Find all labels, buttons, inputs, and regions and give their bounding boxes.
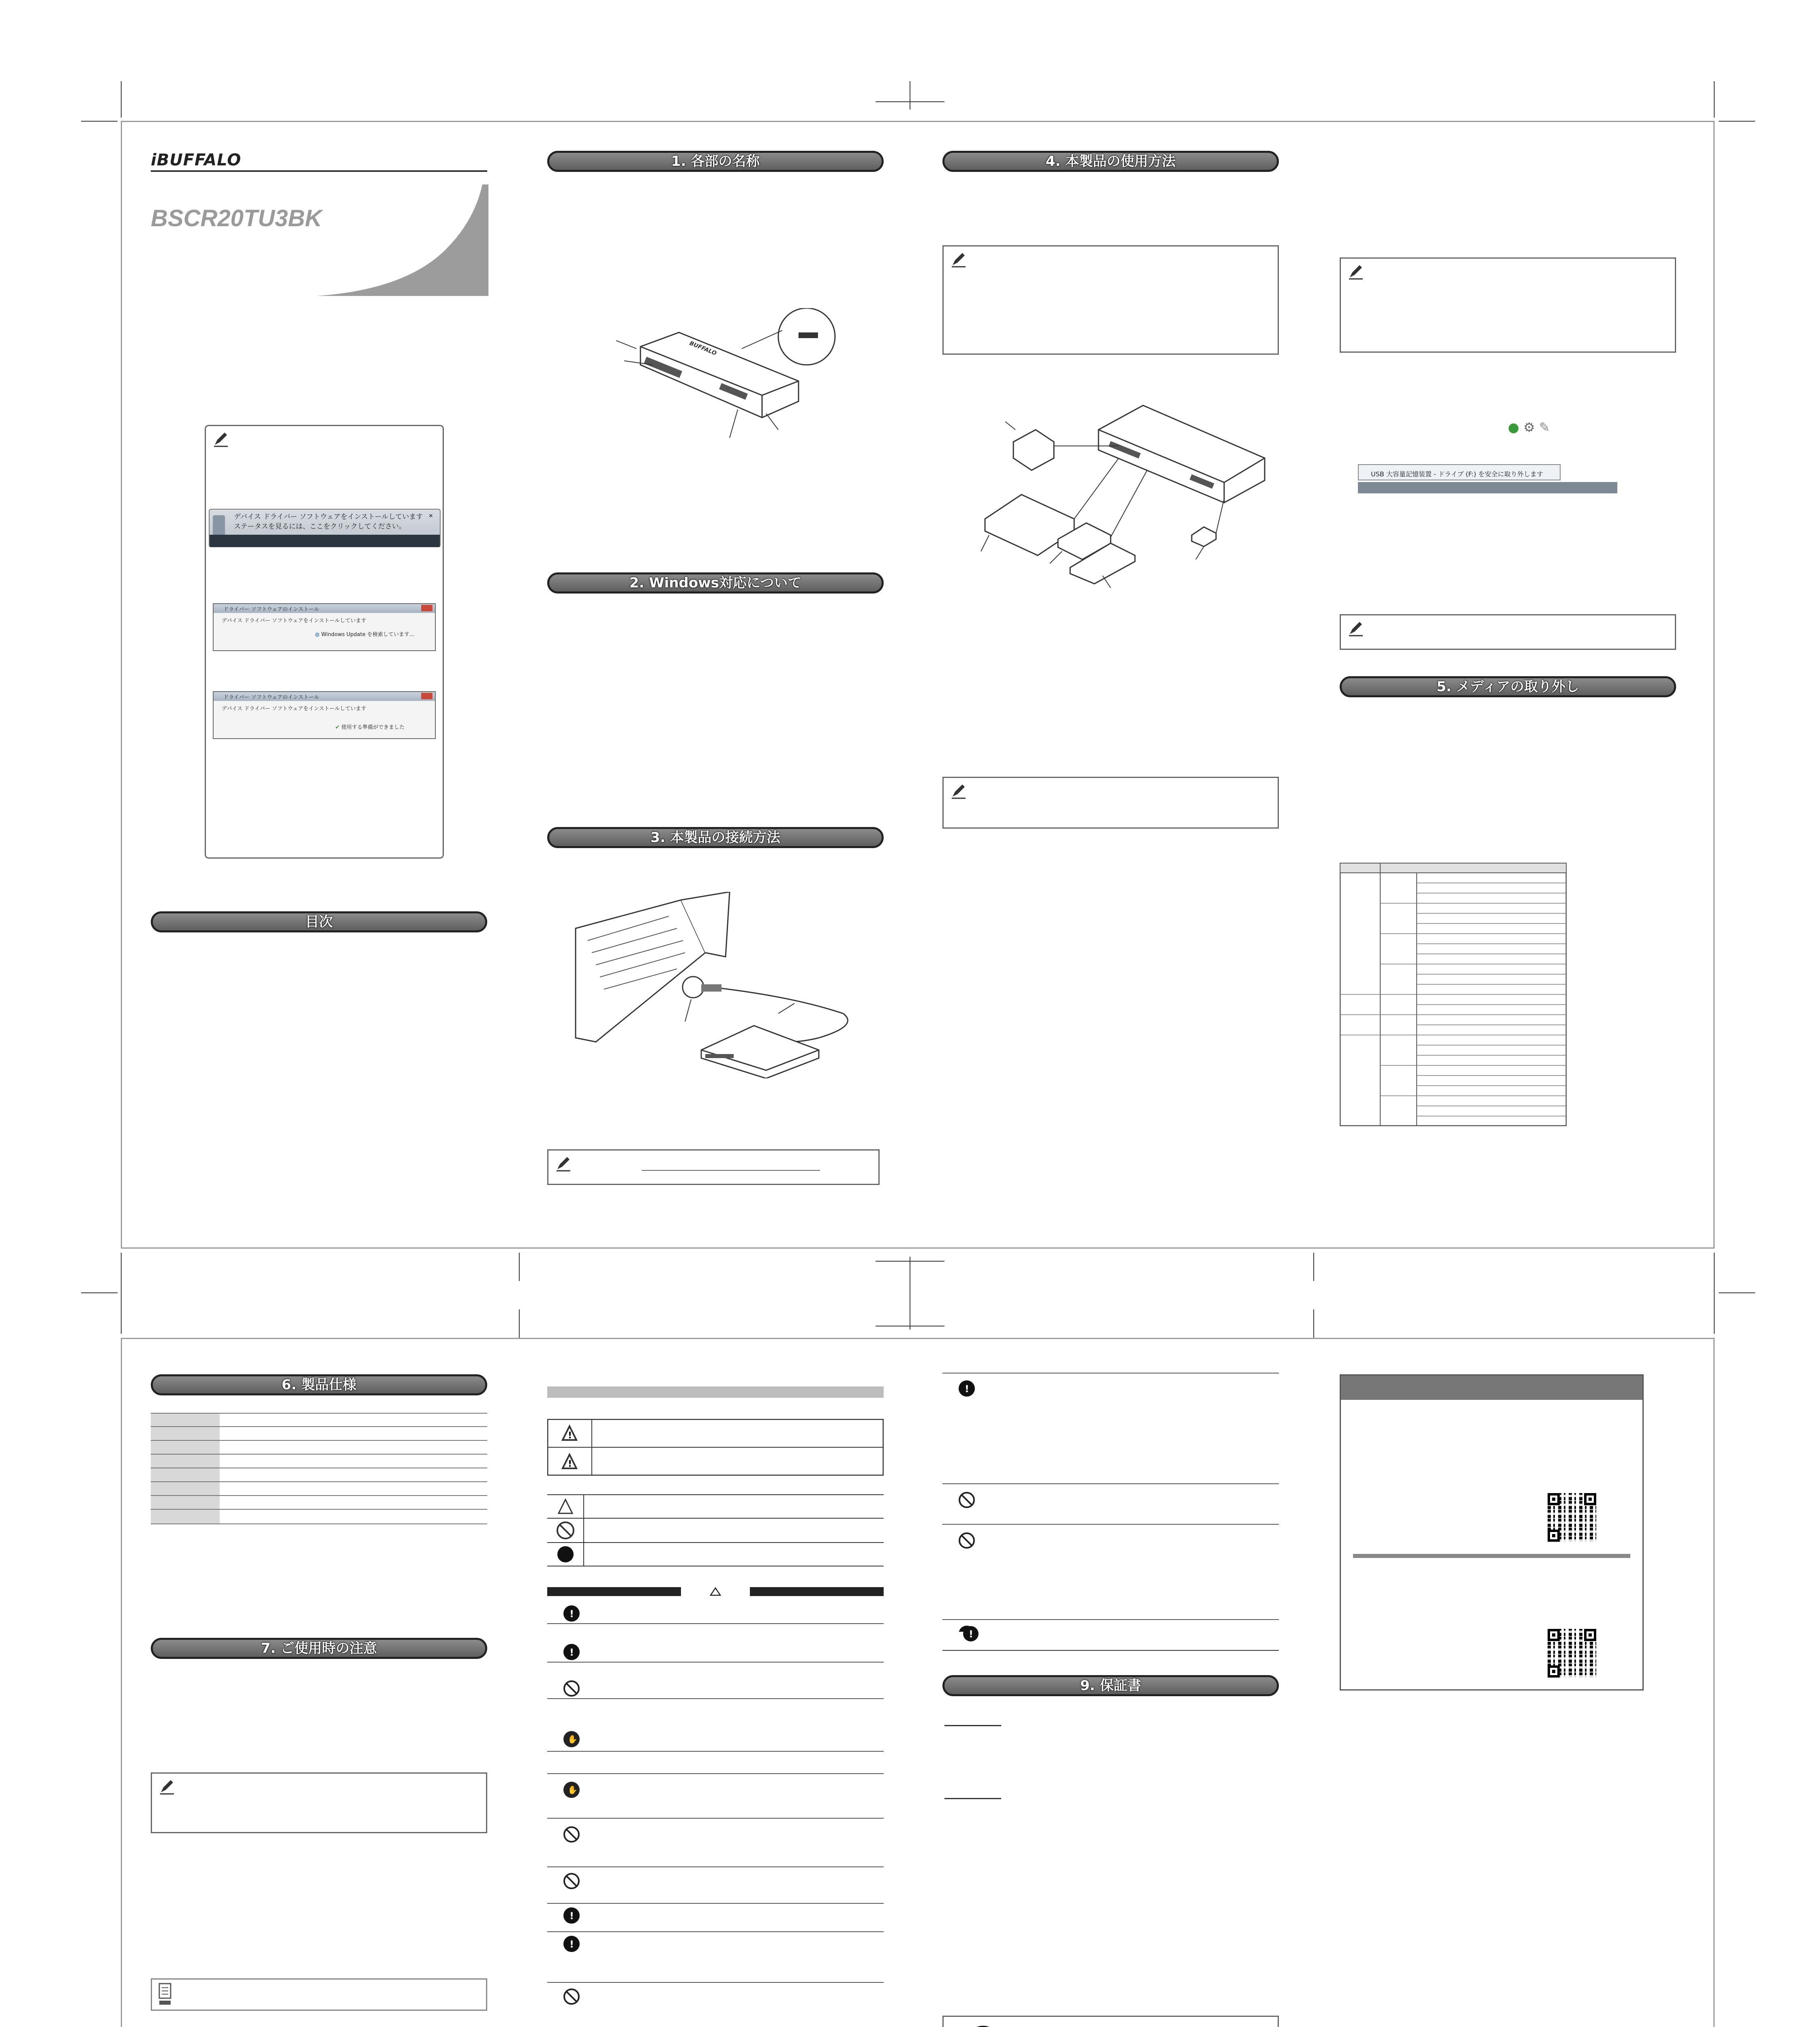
install-window-progress: [213, 603, 436, 651]
svg-text:✋: ✋: [567, 1785, 578, 1795]
safely-remove-icon[interactable]: ●: [1508, 420, 1519, 435]
balloon-title: デバイス ドライバー ソフトウェアをインストールしています: [234, 513, 423, 521]
media-insertion-diagram: [965, 397, 1281, 624]
usage-note: [942, 245, 1279, 355]
usage-caution-note: [151, 1772, 487, 1833]
crop-mark: [1313, 1309, 1314, 1338]
crop-mark: [121, 1253, 122, 1334]
tray-icons: [1508, 420, 1550, 435]
warning-legend-table: [547, 1419, 884, 1476]
memo-icon: [157, 1983, 173, 2007]
driver-balloon[interactable]: [209, 509, 441, 547]
window-title: ドライバー ソフトウェアのインストール: [223, 606, 319, 613]
check-icon: ✔: [335, 724, 340, 731]
window-close-button[interactable]: [421, 605, 433, 611]
pen-note-icon: [158, 1778, 176, 1796]
svg-text:!: !: [965, 1383, 969, 1395]
support-header-bar: [1341, 1376, 1642, 1400]
crop-mark: [121, 81, 122, 118]
eject-popup[interactable]: [1358, 464, 1561, 480]
eject-note-2: [1340, 614, 1676, 650]
windows-update-status: ◍ Windows Update を検索しています...: [315, 632, 415, 638]
cover-swoosh: [284, 184, 488, 296]
header-section-5: 5. メディアの取り外し: [1340, 676, 1676, 697]
crop-mark: [81, 121, 118, 122]
warning-triangle-icon: [709, 1587, 722, 1596]
brand-logo: iBUFFALO: [151, 151, 242, 169]
crop-mark: [1714, 1253, 1715, 1334]
mandatory-icon: [963, 1626, 979, 1642]
warning-items-list: [547, 1599, 884, 2027]
qr-code-icon[interactable]: [1548, 1493, 1596, 1542]
crop-mark: [876, 101, 944, 102]
logo-rule: [151, 170, 487, 172]
support-info-box: [1340, 1374, 1644, 1691]
taskbar: [210, 535, 440, 547]
header-section-3: 3. 本製品の接続方法: [547, 827, 884, 848]
pen-note-icon: [949, 782, 967, 800]
crop-mark: [1714, 81, 1715, 118]
crop-mark: [81, 1292, 118, 1293]
pen-note-icon: [1347, 263, 1364, 281]
warranty-heading-rule: [944, 1798, 1001, 1799]
install-status-line: デバイス ドライバー ソフトウェアをインストールしています: [222, 706, 366, 712]
product-model: BSCR20TU3BK: [151, 205, 322, 231]
safety-title-bar: [547, 1386, 884, 1398]
eject-message: USB 大容量記憶装置 - ドライブ (F:) を安全に取り外します: [1371, 470, 1543, 478]
symbol-legend-table: [547, 1494, 884, 1567]
eject-note: [1340, 257, 1676, 353]
underline-rule: [642, 1170, 820, 1171]
header-section-1: 1. 各部の名称: [547, 151, 884, 172]
svg-text:!: !: [570, 1608, 574, 1620]
crop-mark: [1719, 1292, 1755, 1293]
svg-text:BUFFALO: BUFFALO: [688, 340, 717, 357]
svg-text:!: !: [570, 1910, 574, 1922]
svg-text:!: !: [570, 1939, 574, 1950]
svg-text:!: !: [969, 1628, 973, 1640]
danger-header-gap: [681, 1587, 750, 1596]
pen-note-icon: [949, 251, 967, 268]
device-tray-icon: ✎: [1539, 420, 1550, 435]
install-window-done: [213, 691, 436, 739]
crop-mark: [1719, 121, 1755, 122]
close-icon[interactable]: ✕: [428, 513, 433, 519]
header-section-7: 7. ご使用時の注意: [151, 1638, 487, 1659]
eject-taskbar-shot: [1358, 464, 1617, 497]
window-close-button[interactable]: [421, 693, 433, 699]
header-section-2: 2. Windows対応について: [547, 572, 884, 594]
pen-note-icon: [212, 430, 229, 448]
header-section-4: 4. 本製品の使用方法: [942, 151, 1279, 172]
window-titlebar: [214, 692, 435, 701]
crop-mark: [876, 1261, 944, 1262]
window-titlebar: [214, 604, 435, 613]
support-divider: [1353, 1554, 1630, 1558]
usb-tray-icon: ⚙: [1523, 420, 1535, 435]
memo-box-1: [151, 1978, 487, 2011]
connection-note: [547, 1149, 880, 1185]
header-section-6: 6. 製品仕様: [151, 1374, 487, 1395]
pen-note-icon: [554, 1155, 572, 1172]
connection-diagram: [567, 892, 884, 1078]
qr-code-icon[interactable]: [1548, 1629, 1596, 1678]
header-section-9: 9. 保証書: [942, 1675, 1279, 1696]
crop-mark: [1313, 1253, 1314, 1281]
recycle-10-icon: [964, 2025, 1002, 2027]
svg-text:!: !: [568, 1431, 572, 1441]
install-done-status: ✔ 使用する準備ができました: [335, 724, 405, 731]
balloon-subtitle: ステータスを見るには、ここをクリックしてください。: [234, 523, 406, 531]
warranty-heading-rule: [944, 1725, 1001, 1726]
recycle-box: [942, 2016, 1279, 2027]
svg-text:!: !: [570, 1647, 574, 1658]
list-rule: [942, 1650, 1279, 1651]
crop-mark: [519, 1309, 520, 1338]
media-support-table: [1340, 863, 1567, 1126]
progress-spinner-icon: ◍: [315, 632, 320, 638]
crop-mark: [519, 1253, 520, 1281]
device-parts-diagram: [608, 308, 884, 503]
header-contents: 目次: [151, 911, 487, 932]
svg-text:✋: ✋: [567, 1734, 578, 1744]
install-status-line: デバイス ドライバー ソフトウェアをインストールしています: [222, 618, 366, 624]
warning-items-list-2: [942, 1372, 1279, 1632]
media-note: [942, 777, 1279, 829]
window-title: ドライバー ソフトウェアのインストール: [223, 694, 319, 701]
spec-table: [151, 1413, 487, 1524]
taskbar: [1358, 482, 1617, 493]
svg-text:!: !: [568, 1459, 572, 1469]
pen-note-icon: [1347, 619, 1364, 637]
